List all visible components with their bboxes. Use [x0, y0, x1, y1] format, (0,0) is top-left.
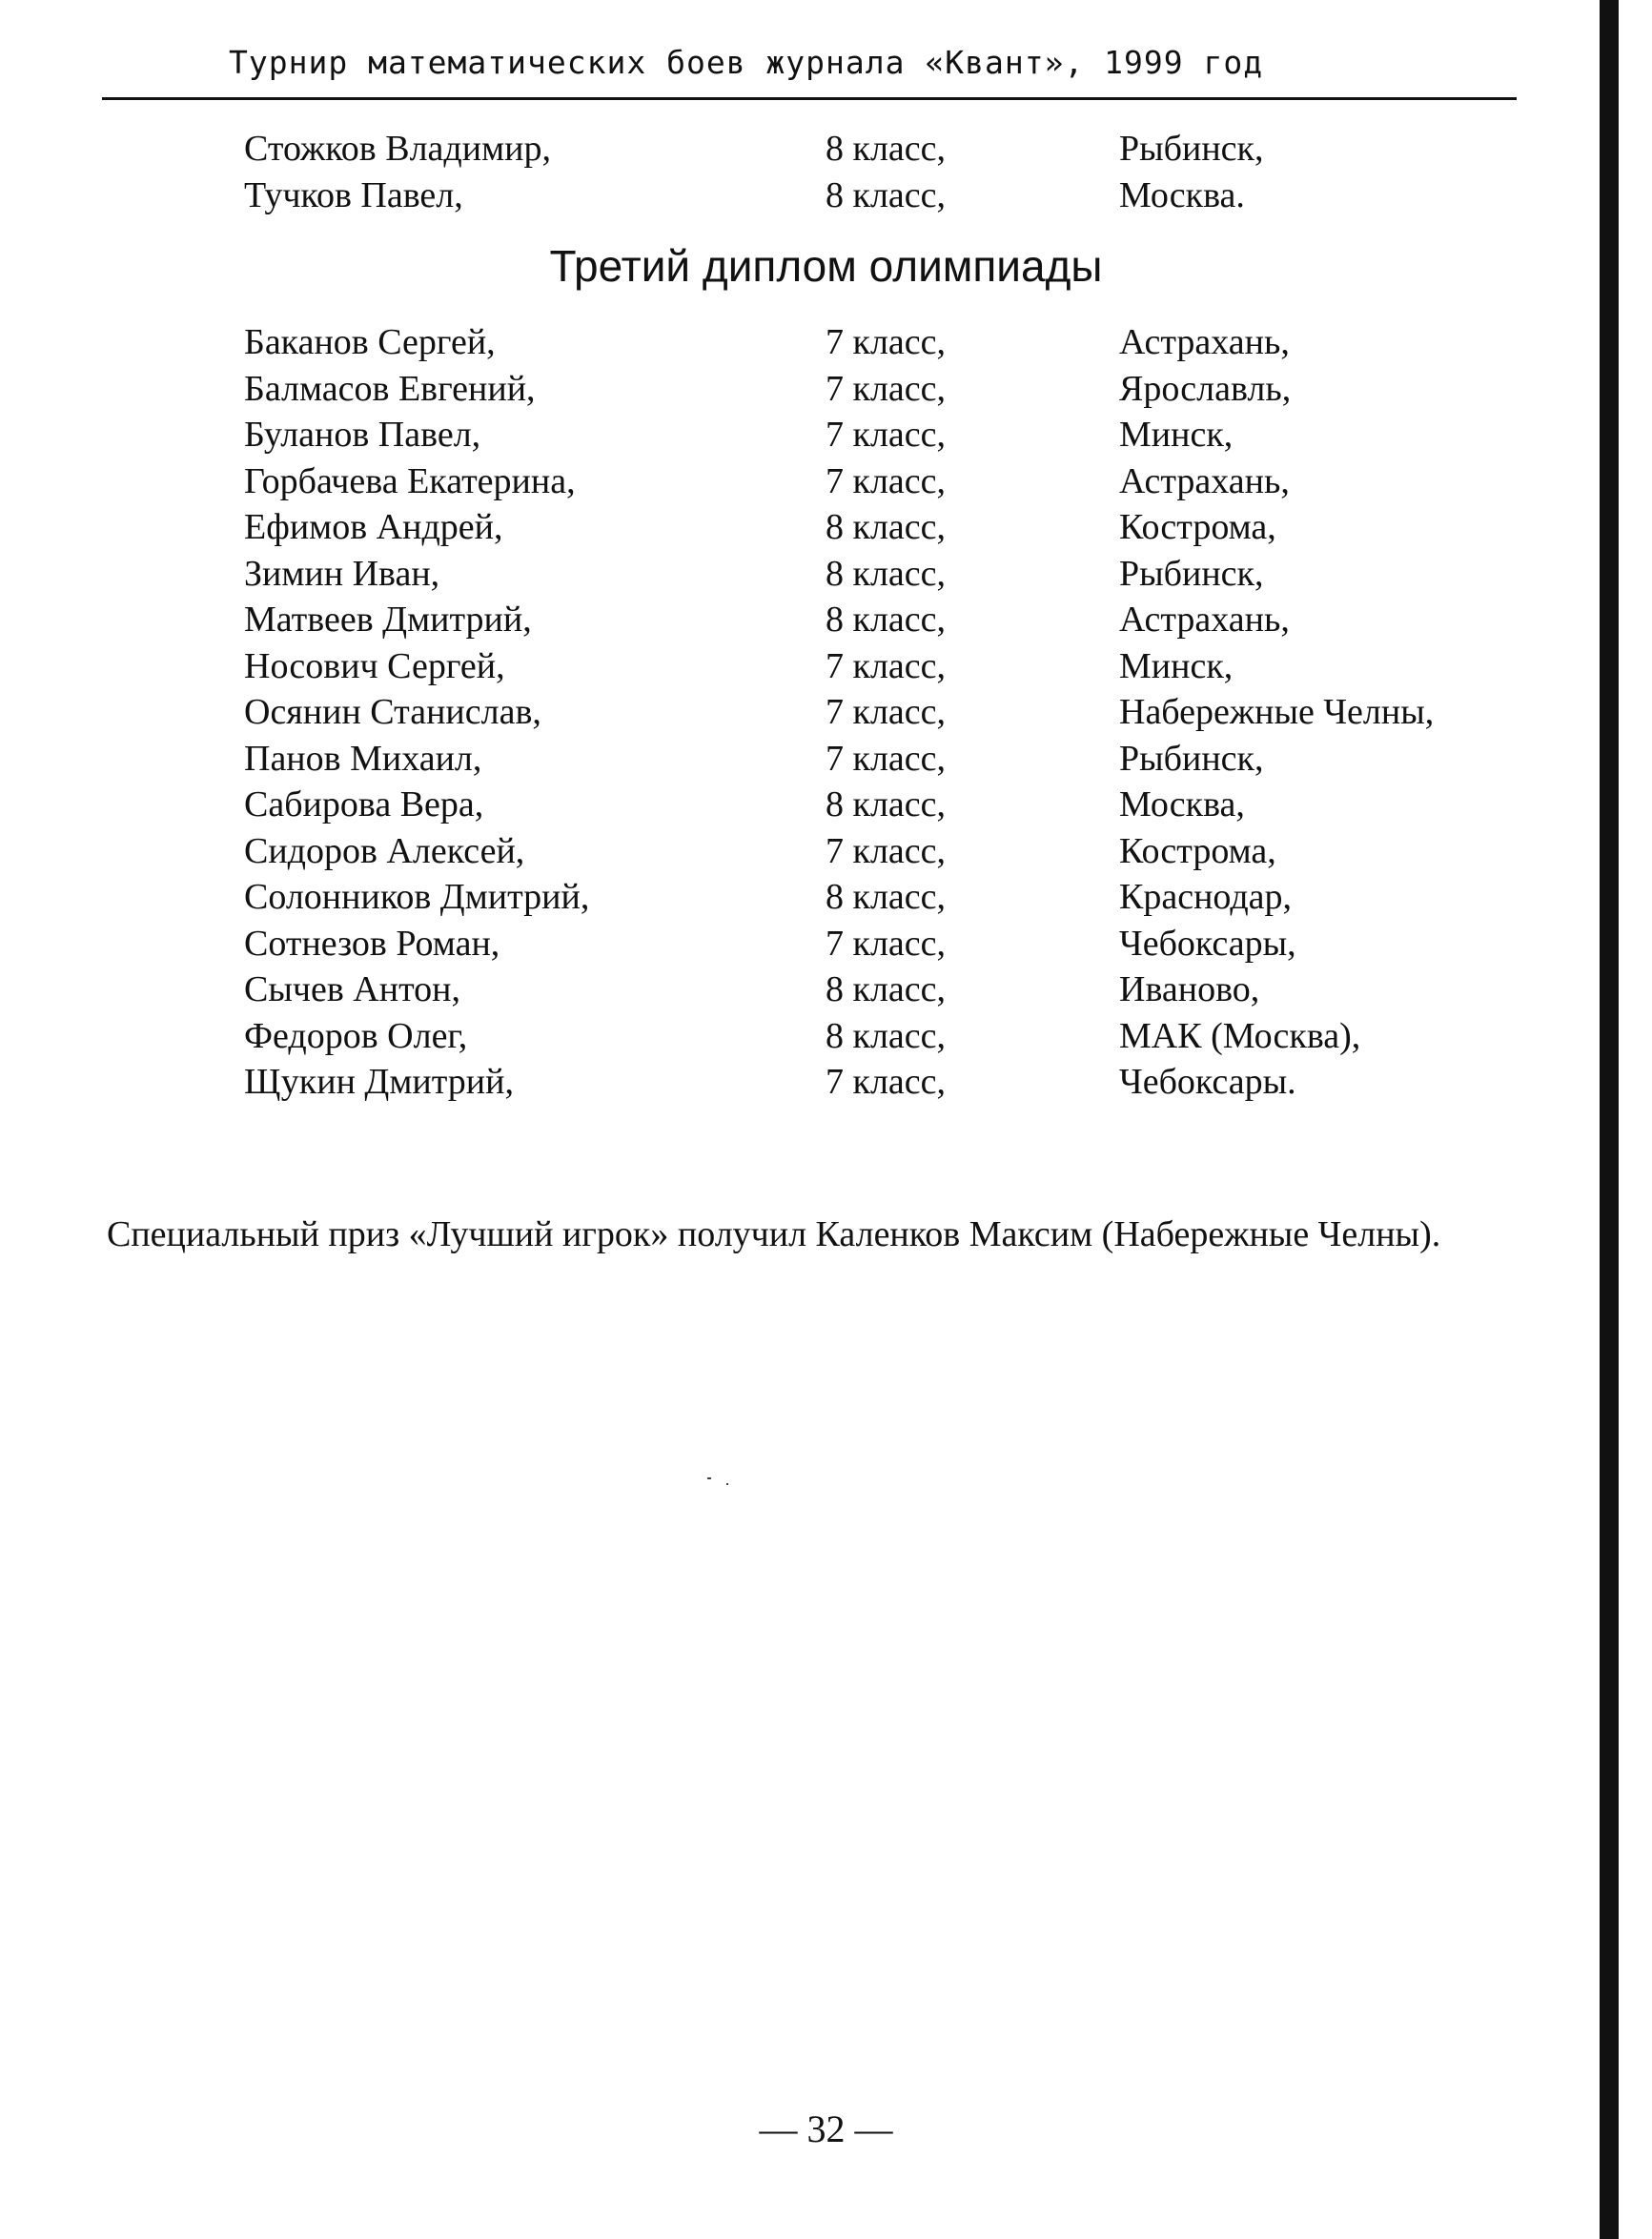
- participant-city: Ярославль,: [1119, 368, 1292, 409]
- participant-grade: 8 класс,: [826, 877, 947, 917]
- participant-city: Иваново,: [1119, 969, 1260, 1009]
- participant-name: Горбачева Екатерина,: [244, 460, 576, 501]
- scan-speck: [707, 1477, 711, 1479]
- participant-grade: 7 класс,: [826, 830, 947, 871]
- participant-name: Щукин Дмитрий,: [244, 1062, 514, 1102]
- participant-grade: 7 класс,: [826, 1062, 947, 1102]
- participant-city: Краснодар,: [1119, 877, 1293, 917]
- participant-city: МАК (Москва),: [1119, 1015, 1361, 1056]
- participant-city: Чебоксары.: [1119, 1062, 1296, 1102]
- participant-name: Зимин Иван,: [244, 553, 440, 594]
- participant-name: Буланов Павел,: [244, 415, 481, 455]
- section-title: Третий диплом олимпиады: [549, 241, 1103, 291]
- participant-name: Осянин Станислав,: [244, 692, 541, 732]
- participant-city: Москва,: [1119, 784, 1245, 824]
- participant-name: Сабирова Вера,: [244, 784, 484, 824]
- participant-grade: 8 класс,: [826, 129, 947, 169]
- participant-city: Астрахань,: [1119, 460, 1290, 501]
- participant-grade: 7 класс,: [826, 692, 947, 732]
- participant-name: Матвеев Дмитрий,: [244, 600, 532, 640]
- participant-grade: 8 класс,: [826, 969, 947, 1009]
- participant-name: Панов Михаил,: [244, 738, 482, 779]
- participant-city: Минск,: [1119, 415, 1234, 455]
- scan-edge-bar: [1600, 0, 1619, 2239]
- participant-name: Сотнезов Роман,: [244, 923, 500, 964]
- participant-name: Солонников Дмитрий,: [244, 877, 590, 917]
- participant-city: Астрахань,: [1119, 322, 1290, 362]
- participant-city: Набережные Челны,: [1119, 692, 1435, 732]
- participant-grade: 7 класс,: [826, 738, 947, 779]
- participant-name: Носович Сергей,: [244, 645, 505, 686]
- participant-grade: 8 класс,: [826, 507, 947, 547]
- participant-grade: 7 класс,: [826, 923, 947, 964]
- running-header: Турнир математических боев журнала «Квант», 1999 год: [229, 44, 1264, 81]
- participant-name: Тучков Павел,: [244, 174, 463, 215]
- participant-name: Федоров Олег,: [244, 1015, 468, 1056]
- page-number: — 32 —: [759, 2107, 893, 2150]
- participant-city: Кострома,: [1119, 830, 1276, 871]
- scan-speck: [726, 1483, 728, 1485]
- participant-grade: 7 класс,: [826, 645, 947, 686]
- participant-grade: 8 класс,: [826, 600, 947, 640]
- participant-city: Чебоксары,: [1119, 923, 1296, 964]
- participant-name: Балмасов Евгений,: [244, 368, 536, 409]
- participant-name: Сидоров Алексей,: [244, 830, 525, 871]
- participant-city: Москва.: [1119, 174, 1245, 215]
- participant-name: Ефимов Андрей,: [244, 507, 503, 547]
- participant-grade: 7 класс,: [826, 460, 947, 501]
- participant-grade: 7 класс,: [826, 322, 947, 362]
- participant-name: Сычев Антон,: [244, 969, 461, 1009]
- header-rule: [102, 97, 1517, 100]
- participant-city: Рыбинск,: [1119, 129, 1264, 169]
- participant-city: Рыбинск,: [1119, 553, 1264, 594]
- participant-city: Астрахань,: [1119, 600, 1290, 640]
- participant-grade: 7 класс,: [826, 415, 947, 455]
- participant-grade: 7 класс,: [826, 368, 947, 409]
- participant-grade: 8 класс,: [826, 1015, 947, 1056]
- special-prize-paragraph: Специальный приз «Лучший игрок» получил Каленков Максим (Набережные Челны).: [107, 1214, 1441, 1254]
- participant-grade: 8 класс,: [826, 174, 947, 215]
- participant-grade: 8 класс,: [826, 553, 947, 594]
- participant-name: Баканов Сергей,: [244, 322, 496, 362]
- participant-city: Кострома,: [1119, 507, 1276, 547]
- participant-city: Рыбинск,: [1119, 738, 1264, 779]
- participant-grade: 8 класс,: [826, 784, 947, 824]
- participant-city: Минск,: [1119, 645, 1234, 686]
- participant-name: Стожков Владимир,: [244, 129, 551, 169]
